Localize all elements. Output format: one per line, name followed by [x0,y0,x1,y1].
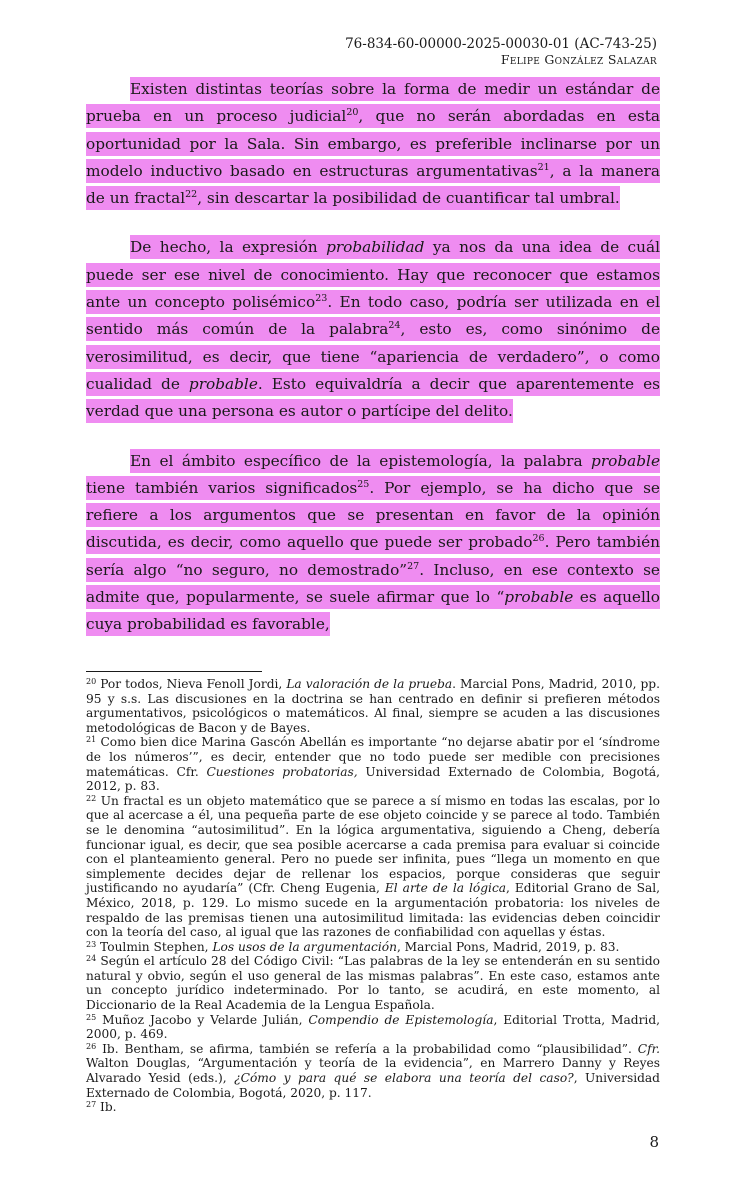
paragraph-3 [86,448,660,639]
footnote-27: $^{27}$ Ib. [86,1100,117,1115]
footnote-ref-27[interactable]: 27 [407,560,420,572]
footnote-21: $^{21}$ Como bien dice Marina Gascón Abellán es importante “no dejarse abatir por el ‘síndrome de los números’”, es decir, entender que no todo puede ser medible con precisiones matemáticas. Cfr. Cuestiones probatorias, Universidad Externado de Colombia, Bogotá, 2012, p. 83. [86,735,661,794]
highlighted-text: De hecho, la expresión probabilidad ya nos da una idea de cuál puede ser ese nivel de conocimiento. Hay que reconocer que estamos ante un concepto polisémico$^{23}$. En todo caso, podría ser utilizada en el sentido más común de la palabra$^{24}$, esto es, como sinónimo de verosimilitud, es decir, que tiene “apariencia de verdadero”, o como cualidad de probable. Esto equivaldría a decir que aparentemente es verdad que una persona es autor o partícipe del delito. [86,235,660,423]
paragraph-2 [86,234,660,425]
footnotes [86,677,660,1115]
footnote-ref-25[interactable]: 25 [357,478,370,490]
footnote-ref-26[interactable]: 26 [532,533,545,545]
footnote-25: $^{25}$ Muñoz Jacobo y Velarde Julián, Compendio de Epistemología, Editorial Trotta, Madrid, 2000, p. 469. [86,1012,660,1042]
document-body [86,76,660,661]
footnote-23: $^{23}$ Toulmin Stephen, Los usos de la argumentación, Marcial Pons, Madrid, 2019, p. 83. [86,939,620,954]
footnote-ref-24[interactable]: 24 [388,320,401,332]
highlighted-text: Existen distintas teorías sobre la forma de medir un estándar de prueba en un proceso judicial$^{20}$, que no serán abordadas en esta oportunidad por la Sala. Sin embargo, es preferible inclinarse por un modelo inductivo basado en estructuras argumentativas$^{21}$, a la manera de un fractal$^{22}$, sin descartar la posibilidad de cuantificar tal umbral. [86,77,660,210]
footnote-separator [86,671,262,672]
footnote-20: $^{20}$ Por todos, Nieva Fenoll Jordi, La valoración de la prueba. Marcial Pons, Madrid, 2010, pp. 95 y s.s. Las discusiones en la doctrina se han centrado en definir si prefieren métodos argumentativos, psicológicos o matemáticos. Al final, siempre se acuden a las discusiones metodológicas de Bacon y de Bayes. [86,677,660,735]
author-name: Felipe González Salazar [500,52,657,67]
footnote-22: $^{22}$ Un fractal es un objeto matemático que se parece a sí mismo en todas las escalas, por lo que al acercase a él, una pequeña parte de ese objeto coincide y se parece al todo. También se le denomina “autosimilitud”. En la lógica argumentativa, siguiendo a Cheng, debería funcionar igual, es decir, que sea posible acercarse a cada premisa para evaluar si coincide con el planteamiento general. Pero no puede ser infinita, pues “llega un momento en que simplemente decides dejar de rellenar los espacios, porque consideras que seguir justificando no ayudaría” (Cfr. Cheng Eugenia, El arte de la lógica, Editorial Grano de Sal, México, 2018, p. 129. Lo mismo sucede en la argumentación probatoria: los niveles de respaldo de las premisas tienen una autosimilitud limitada: las evidencias deben coincidir con la teoría del caso, al igual que las razones de confiabilidad con aquellas y éstas. [86,793,660,940]
page-header [345,36,657,68]
footnote-ref-20[interactable]: 20 [346,107,359,119]
paragraph-1 [86,76,660,212]
footnote-ref-23[interactable]: 23 [315,293,328,305]
case-number: 76-834-60-00000-2025-00030-01 (AC-743-25) [345,36,657,52]
footnote-26: $^{26}$ Ib. Bentham, se afirma, también se refería a la probabilidad como “plausibilidad”. Cfr. Walton Douglas, “Argumentación y teoría de la evidencia”, en Marrero Danny y Reyes Alvarado Yesid (eds.), ¿Cómo y para qué se elabora una teoría del caso?, Universidad Externado de Colombia, Bogotá, 2020, p. 117. [86,1041,660,1100]
footnote-ref-21[interactable]: 21 [537,161,550,173]
footnote-24: $^{24}$ Según el artículo 28 del Código Civil: “Las palabras de la ley se entenderán en su sentido natural y obvio, según el uso general de las mismas palabras”. En este caso, estamos ante un concepto jurídico indeterminado. Por lo tanto, se acudirá, en este momento, al Diccionario de la Real Academia de la Lengua Española. [86,954,660,1013]
highlighted-text: En el ámbito específico de la epistemología, la palabra probable tiene también varios significados$^{25}$. Por ejemplo, se ha dicho que se refiere a los argumentos que se presentan en favor de la opinión discutida, es decir, como aquello que puede ser probado$^{26}$. Pero también sería algo “no seguro, no demostrado”$^{27}$. Incluso, en ese contexto se admite que, popularmente, se suele afirmar que lo “probable es aquello cuya probabilidad es favorable, [86,449,660,637]
page-number: 8 [649,1133,659,1151]
footnote-ref-22[interactable]: 22 [185,189,198,201]
